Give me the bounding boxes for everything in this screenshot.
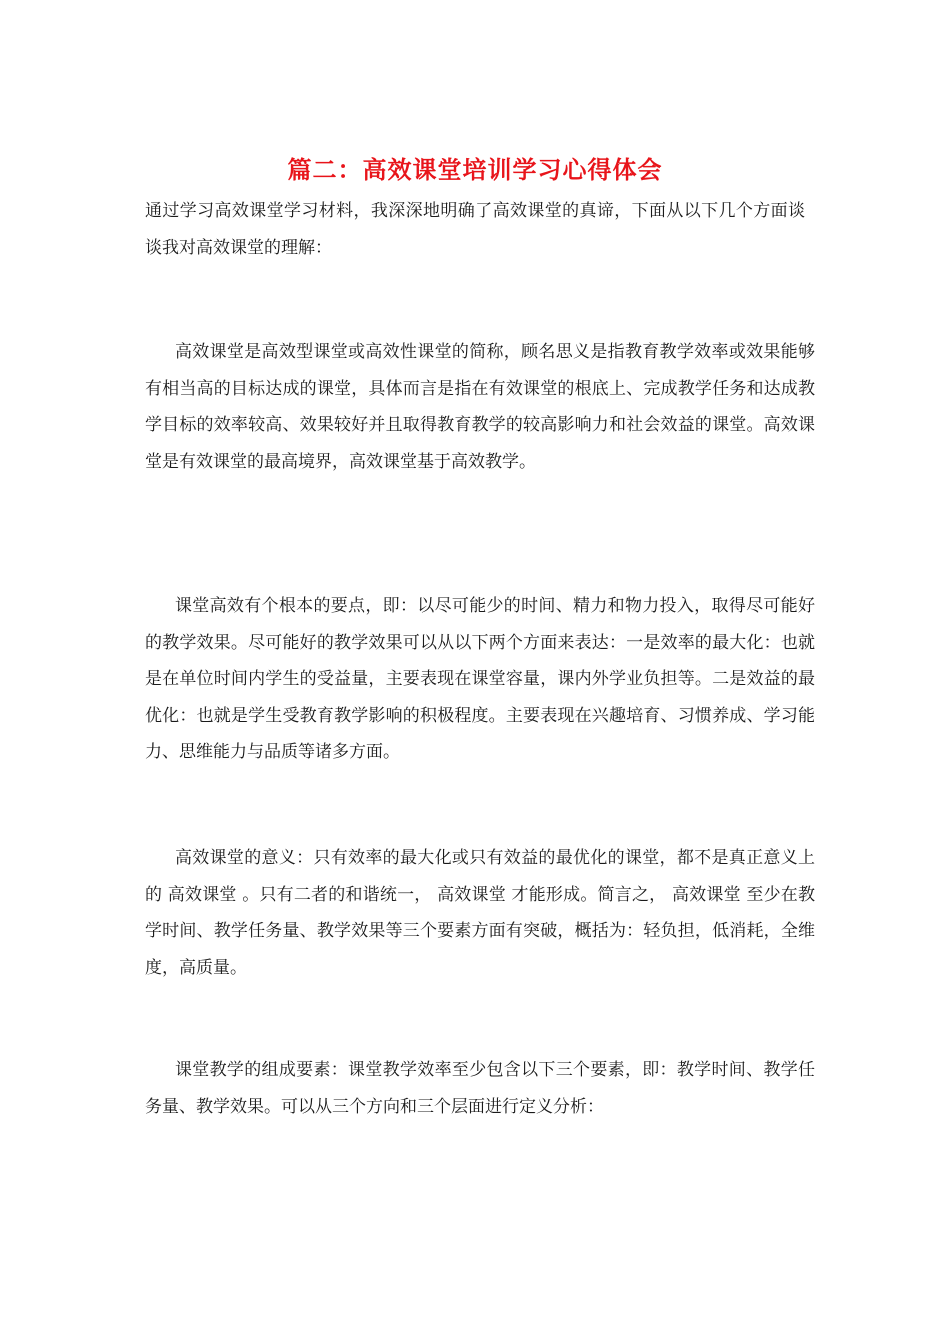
paragraph-elements: 课堂教学的组成要素：课堂教学效率至少包含以下三个要素，即：教学时间、教学任务量、教学效果。可以从三个方向和三个层面进行定义分析： bbox=[145, 1060, 815, 1117]
paragraph-significance: 高效课堂的意义：只有效率的最大化或只有效益的最优化的课堂，都不是真正意义上的 高效课堂 。只有二者的和谐统一， 高效课堂 才能形成。简言之， 高效课堂 至少在教学时间、教学任务量、教学效果等三个要素方面有突破，概括为：轻负担，低消耗，全维度，高质量。 bbox=[145, 848, 815, 978]
paragraph-intro: 通过学习高效课堂学习材料，我深深地明确了高效课堂的真谛，下面从以下几个方面谈谈我对高效课堂的理解： bbox=[145, 201, 805, 258]
paragraph-key-points: 课堂高效有个根本的要点，即：以尽可能少的时间、精力和物力投入，取得尽可能好的教学效果。尽可能好的教学效果可以从以下两个方面来表达：一是效率的最大化：也就是在单位时间内学生的受益量，主要表现在课堂容量，课内外学业负担等。二是效益的最优化：也就是学生受教育教学影响的积极程度。主要表现在兴趣培育、习惯养成、学习能力、思维能力与品质等诸多方面。 bbox=[145, 596, 815, 762]
paragraph-definition: 高效课堂是高效型课堂或高效性课堂的简称，顾名思义是指教育教学效率或效果能够有相当高的目标达成的课堂，具体而言是指在有效课堂的根底上、完成教学任务和达成教学目标的效率较高、效果较好并且取得教育教学的较高影响力和社会效益的课堂。高效课堂是有效课堂的最高境界，高效课堂基于高效教学。 bbox=[145, 342, 815, 472]
document-title: 篇二：高效课堂培训学习心得体会 bbox=[287, 155, 663, 184]
